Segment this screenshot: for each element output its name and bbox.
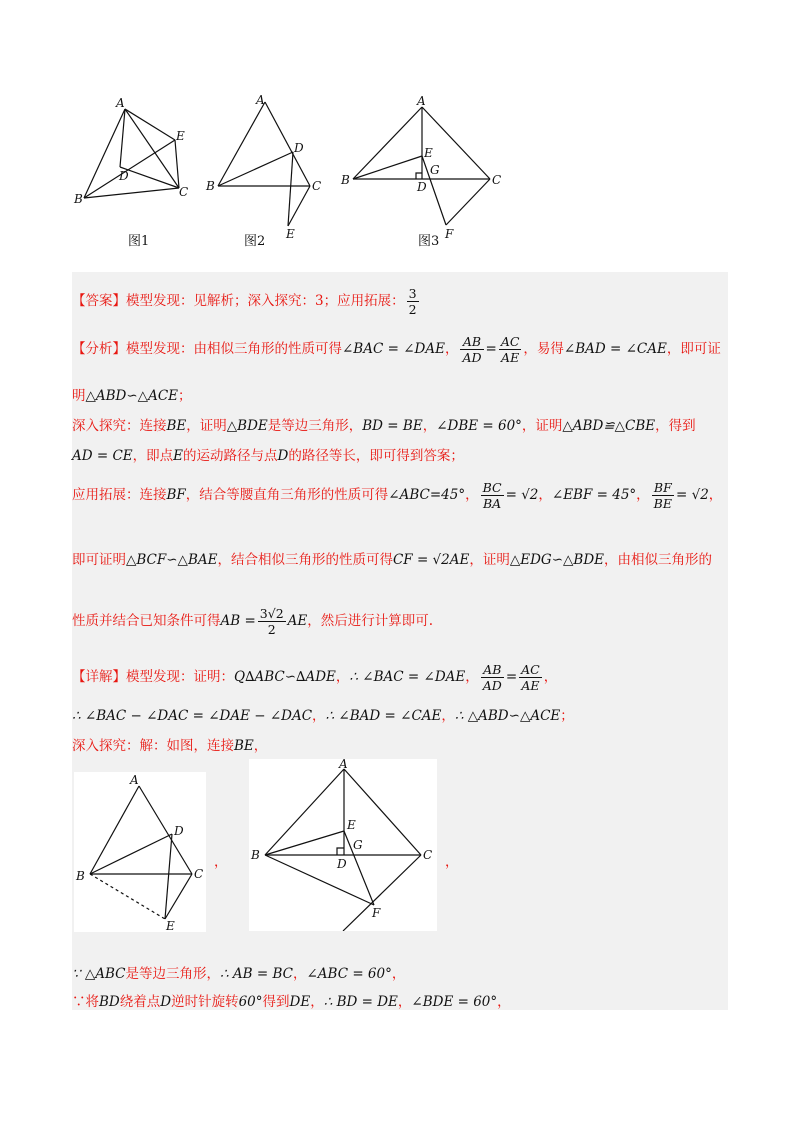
answer-line [72, 286, 421, 317]
frac-den: AE [521, 678, 540, 693]
fig2-label-a: A [256, 93, 265, 107]
math-expr: D [160, 994, 172, 1010]
analysis-text: 的运动路径与点 [183, 448, 278, 464]
math-expr: CF = √2AE [392, 552, 470, 568]
detail-fig1-label-d: D [174, 824, 184, 838]
frac-den: BE [653, 496, 672, 511]
analysis-tag: 【分析】 [72, 341, 126, 357]
fig1-label-a: A [116, 96, 125, 110]
frac-num: 3√2 [259, 606, 284, 621]
fig2-label-b: B [206, 179, 215, 193]
fig3-label-a: A [417, 94, 426, 108]
analysis-text: ，证明 [521, 418, 563, 434]
fig1-label-c: C [179, 185, 189, 199]
detail-fig2-label-d: D [337, 857, 347, 871]
analysis-text: ，然后进行计算即可. [307, 613, 434, 629]
analysis-line-7 [72, 606, 433, 637]
answer-text: 模型发现：见解析；深入探究：3；应用拓展： [126, 293, 405, 309]
math-expr: E [173, 448, 184, 464]
analysis-text: ，证明 [186, 418, 227, 434]
math-expr: AE [287, 613, 308, 629]
math-fraction [481, 480, 504, 511]
detail-fig1-label-b: B [76, 869, 85, 883]
detail-line-3 [72, 734, 267, 754]
math-expr: AB = [220, 613, 256, 629]
figure-2-caption: 图2 [244, 234, 266, 249]
analysis-line-3: 深入探究：连接BE，证明△BDE是等边三角形，BD = BE，∠DBE = 60°，证明△ABD≌△CBE，得到 [72, 418, 696, 434]
analysis-line-4 [72, 444, 464, 464]
detail-line-2: ∴ ∠BAC − ∠DAC = ∠DAE − ∠DAC，∴ ∠BAD = ∠CAE，∴ △ABD∽△ACE； [72, 708, 574, 724]
analysis-text: ，即可证 [666, 341, 721, 357]
math-expr: ∴ ∠BAC − ∠DAC = ∠DAE − ∠DAC [72, 708, 313, 724]
math-expr: ∠BDE = 60° [411, 994, 498, 1010]
fig3-label-f: F [445, 227, 454, 241]
math-fraction [652, 480, 674, 511]
detail-fig2-label-b: B [251, 848, 260, 862]
frac-num: AC [500, 334, 520, 349]
math-expr: △ABD≌△CBE [562, 418, 656, 434]
figure-3-diagram [335, 92, 510, 242]
math-expr: BE [234, 738, 254, 754]
answer-frac-den: 2 [408, 302, 417, 317]
detail-fig2-label-f: F [372, 906, 381, 920]
detail-fig1-label-c: C [194, 867, 204, 881]
detail-fig2-label-a: A [339, 759, 348, 771]
math-expr: ∴ △ABD∽△ACE [454, 708, 561, 724]
math-fraction [499, 334, 522, 365]
figure-2-diagram [200, 90, 330, 240]
detail-fig2-label-g: G [353, 838, 363, 852]
analysis-line-2 [72, 384, 192, 404]
frac-num: BF [652, 480, 674, 496]
answer-tag: 【答案】 [72, 293, 126, 309]
detail-fig1-label-a: A [130, 773, 139, 787]
math-expr: △ABD∽△ACE [85, 388, 179, 404]
fig2-label-c: C [312, 179, 322, 193]
math-expr: ∠ABC=45° [388, 487, 466, 503]
math-expr: DE [289, 994, 311, 1010]
detail-figure-1 [74, 772, 206, 932]
math-expr: ∠DBE = 60° [436, 418, 522, 434]
answer-frac-num: 3 [408, 286, 417, 301]
analysis-text: ，由相似三角形的 [604, 552, 712, 568]
math-expr: 60° [238, 994, 263, 1010]
fig2-label-d: D [294, 141, 304, 155]
detail-figure-2-diagram [249, 759, 437, 931]
fig3-label-c: C [492, 173, 502, 187]
frac-den: AD [482, 678, 502, 693]
math-expr: ∠EBF = 45° [551, 487, 637, 503]
detail-figure-1-diagram [74, 772, 206, 932]
math-expr: BD [99, 994, 120, 1010]
fig3-label-g: G [430, 163, 440, 177]
frac-den: BA [482, 496, 502, 511]
math-expr: BE [166, 418, 187, 434]
math-expr: ∴ AB = BC [220, 966, 293, 982]
frac-den: AE [501, 350, 520, 365]
detail-text: 是等边三角形， [125, 966, 221, 982]
fig1-label-e: E [176, 129, 185, 143]
fig3-label-b: B [341, 173, 350, 187]
answer-fraction [407, 286, 419, 317]
frac-den: 2 [267, 622, 276, 637]
math-expr: ∴ ∠BAD = ∠CAE [325, 708, 442, 724]
detail-figure-2 [249, 759, 437, 931]
math-fraction [481, 662, 504, 693]
math-expr: ∴ BD = DE [323, 994, 398, 1010]
detail-fig2-label-c: C [423, 848, 433, 862]
analysis-text: 模型发现：由相似三角形的性质可得 [126, 341, 342, 357]
solution-block [72, 272, 728, 1010]
figure-3-caption: 图3 [418, 234, 440, 249]
detail-fig1-label-e: E [166, 919, 175, 932]
analysis-text: ，结合等腰直角三角形的性质可得 [185, 487, 389, 503]
analysis-line-5: 应用拓展：连接BF，结合等腰直角三角形的性质可得∠ABC=45°， $\frac{BC}{BA}$ = √2，∠EBF = 45°， $\frac{BF}{BE}$ = √2， [72, 480, 723, 511]
detail-text: 绕着点 [119, 994, 161, 1010]
frac-num: AC [521, 662, 540, 677]
math-fraction [460, 334, 483, 365]
frac-num: AB [460, 334, 483, 350]
fig1-label-d: D [119, 169, 129, 183]
math-expr: △BCF∽△BAE [126, 552, 218, 568]
analysis-line-6 [72, 548, 712, 568]
detail-line-5: ∵将BD绕着点D逆时针旋转60°得到DE，∴ BD = DE，∠BDE = 60°， [72, 994, 511, 1010]
analysis-text: 是等边三角形， [267, 418, 363, 434]
detail-text: 模型发现：证明： [126, 669, 234, 685]
analysis-line-1: 【分析】模型发现：由相似三角形的性质可得∠BAC = ∠DAE， $\frac{AB}{AD}$ = $\frac{AC}{AE}$ ，易得∠BAD = ∠CAE，即可证 [72, 334, 721, 365]
analysis-text: 明 [72, 388, 86, 404]
analysis-text: ； [178, 388, 192, 404]
math-expr: △EDG∽△BDE [509, 552, 604, 568]
analysis-text: 深入探究：连接 [72, 418, 167, 434]
detail-text: ； [560, 708, 574, 724]
math-expr: = √2 [675, 487, 709, 503]
analysis-text: ，易得 [523, 341, 564, 357]
math-expr: BF [166, 487, 186, 503]
fig1-label-b: B [74, 192, 83, 205]
analysis-text: ，得到 [655, 418, 696, 434]
math-expr: △BDE [226, 418, 268, 434]
math-expr: = √2 [505, 487, 539, 503]
math-expr: ∠BAD = ∠CAE [563, 341, 667, 357]
figure-1-caption: 图1 [128, 234, 150, 249]
analysis-text: 的路径等长，即可得到答案； [288, 448, 464, 464]
detail-fig2-label-e: E [347, 818, 356, 832]
math-expr: D [277, 448, 289, 464]
detail-line-4: ∵ △ABC是等边三角形，∴ AB = BC，∠ABC = 60°， [72, 966, 406, 982]
math-fraction [519, 662, 542, 693]
math-expr: ∴ ∠BAC = ∠DAE [349, 669, 466, 685]
detail-text: ∵将 [72, 994, 99, 1010]
analysis-text: 即可证明 [72, 552, 126, 568]
detail-separator: ， [214, 854, 228, 870]
analysis-text: 性质并结合已知条件可得 [72, 613, 221, 629]
math-expr: AD = CE [72, 448, 133, 464]
fig3-label-e: E [424, 146, 433, 160]
math-expr: Q∆ABC∽∆ADE [234, 669, 336, 685]
analysis-text: ，即点 [132, 448, 174, 464]
frac-num: AB [481, 662, 504, 678]
figure-1-diagram [72, 95, 202, 205]
analysis-text: ，证明 [469, 552, 510, 568]
math-expr: BD = BE [362, 418, 423, 434]
math-expr: ∠ABC = 60° [306, 966, 392, 982]
analysis-text: ，结合相似三角形的性质可得 [217, 552, 393, 568]
detail-line-1: 【详解】模型发现：证明：Q∆ABC∽∆ADE，∴ ∠BAC = ∠DAE， $\frac{AB}{AD}$ = $\frac{AC}{AE}$ ， [72, 662, 558, 693]
analysis-text: 应用拓展：连接 [72, 487, 167, 503]
frac-den: AD [462, 350, 482, 365]
frac-num: BC [482, 480, 502, 495]
detail-text: 得到 [262, 994, 290, 1010]
fig2-label-e: E [286, 227, 295, 240]
math-expr: ∵ △ABC [72, 966, 126, 982]
detail-text: 深入探究：解：如图，连接 [72, 738, 234, 754]
detail-tag: 【详解】 [72, 669, 126, 685]
detail-text: 逆时针旋转 [171, 994, 239, 1010]
detail-text: ， [253, 738, 268, 754]
math-expr: ∠BAC = ∠DAE [342, 341, 445, 357]
fig3-label-d: D [417, 180, 427, 194]
math-fraction [258, 606, 286, 637]
detail-separator: ， [445, 854, 459, 870]
